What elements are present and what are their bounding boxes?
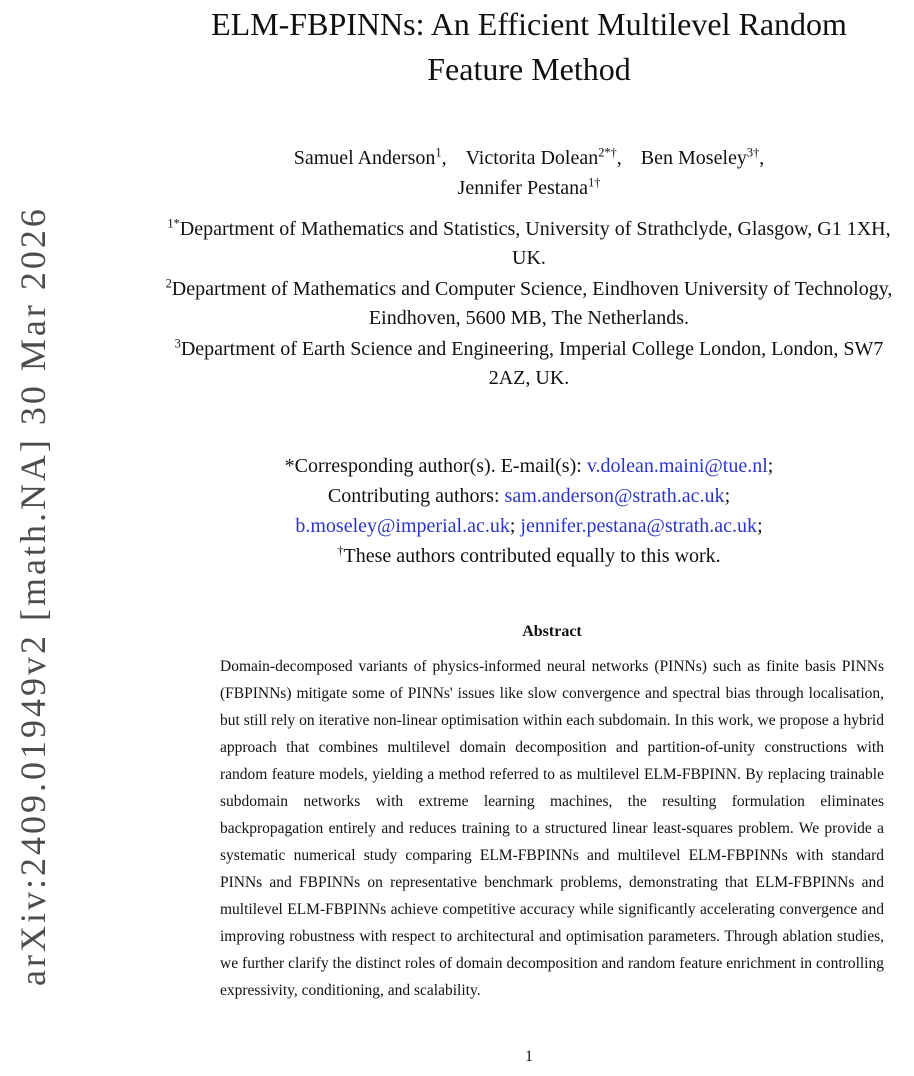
contributing-email-link-1[interactable]: sam.anderson@strath.ac.uk	[504, 484, 725, 507]
author-name: Victorita Dolean	[465, 146, 599, 169]
abstract-text: Domain-decomposed variants of physics-informed neural networks (PINNs) such as finite basis PINNs (FBPINNs) mitigate some of PINNs' issues like slow convergence and spectral bias through localisation, but still rely on iterative non-linear optimisation within each subdomain. In this work, we propose a hybrid approach that combines multilevel domain decomposition and partition-of-unity constructions with random feature models, yielding a method referred to as multilevel ELM-FBPINN. By replacing trainable subdomain networks with extreme learning machines, the resulting formulation eliminates backpropagation entirely and reduces training to a structured linear least-squares problem. We provide a systematic numerical study comparing ELM-FBPINNs and multilevel ELM-FBPINNs with standard PINNs and FBPINNs on representative benchmark problems, demonstrating that ELM-FBPINNs and multilevel ELM-FBPINNs achieve competitive accuracy while significantly accelerating convergence and improving robustness with respect to architectural and optimisation parameters. Through ablation studies, we further clarify the distinct roles of domain decomposition and random feature enrichment in controlling expressivity, conditioning, and scalability.	[220, 657, 884, 999]
author-superscript: 1†	[588, 175, 601, 190]
affiliation-superscript: 2	[165, 276, 172, 291]
author-superscript: 3†	[746, 145, 760, 160]
contributing-label: Contributing authors:	[327, 484, 505, 507]
author-line-2	[158, 173, 900, 203]
author	[458, 177, 601, 199]
contributing-authors-line-2	[158, 511, 900, 541]
author-line-1	[158, 143, 900, 173]
affiliation-3	[158, 335, 900, 393]
author-superscript: 2*†	[598, 145, 617, 160]
arxiv-watermark: arXiv:2409.01949v2 [math.NA] 30 Mar 2026	[13, 206, 53, 986]
equal-contribution-note	[158, 541, 900, 571]
paper-content	[158, 0, 900, 1004]
punctuation: ;	[757, 514, 763, 537]
dagger-symbol: †	[337, 543, 344, 558]
author	[641, 147, 764, 169]
punctuation: ;	[724, 484, 731, 507]
affiliation-text: Department of Mathematics and Computer Science, Eindhoven University of Technology, Eindhoven, 5600 MB, The Netherlands.	[171, 277, 893, 329]
corresponding-email-link[interactable]: v.dolean.maini@tue.nl	[586, 454, 768, 477]
author-separator: ,	[759, 146, 765, 169]
author-list	[158, 143, 900, 203]
abstract-heading: Abstract	[522, 622, 582, 640]
equal-contribution-text: These authors contributed equally to this work.	[343, 544, 721, 567]
corresponding-label: *Corresponding author(s). E-mail(s):	[284, 454, 587, 477]
author-name: Samuel Anderson	[293, 146, 436, 169]
page-number: 1	[525, 1048, 533, 1065]
punctuation: ;	[767, 454, 774, 477]
corresponding-author-line	[158, 451, 900, 481]
contributing-authors-line-1	[158, 481, 900, 511]
contributing-email-link-3[interactable]: jennifer.pestana@strath.ac.uk	[520, 514, 758, 537]
contact-block	[158, 451, 900, 571]
author	[294, 147, 447, 169]
affiliation-superscript: 3	[174, 336, 181, 351]
affiliation-list	[158, 215, 900, 393]
affiliation-2	[158, 275, 900, 333]
author-name: Ben Moseley	[640, 146, 747, 169]
paper-title: ELM-FBPINNs: An Efficient Multilevel Random Feature Method	[211, 6, 847, 88]
author-superscript: 1	[435, 145, 442, 160]
affiliation-1	[158, 215, 900, 273]
contributing-email-link-2[interactable]: b.moseley@imperial.ac.uk	[295, 514, 510, 537]
author-separator: ,	[441, 146, 447, 169]
affiliation-text: Department of Earth Science and Engineering, Imperial College London, London, SW7 2AZ, UK.	[180, 337, 884, 389]
author-separator: ,	[616, 146, 622, 169]
affiliation-superscript: 1*	[167, 216, 180, 231]
abstract-section	[158, 623, 900, 1005]
affiliation-text: Department of Mathematics and Statistics, University of Strathclyde, Glasgow, G1 1XH, UK.	[179, 217, 891, 269]
author	[466, 147, 622, 169]
punctuation: ;	[509, 514, 521, 537]
author-name: Jennifer Pestana	[457, 176, 589, 199]
